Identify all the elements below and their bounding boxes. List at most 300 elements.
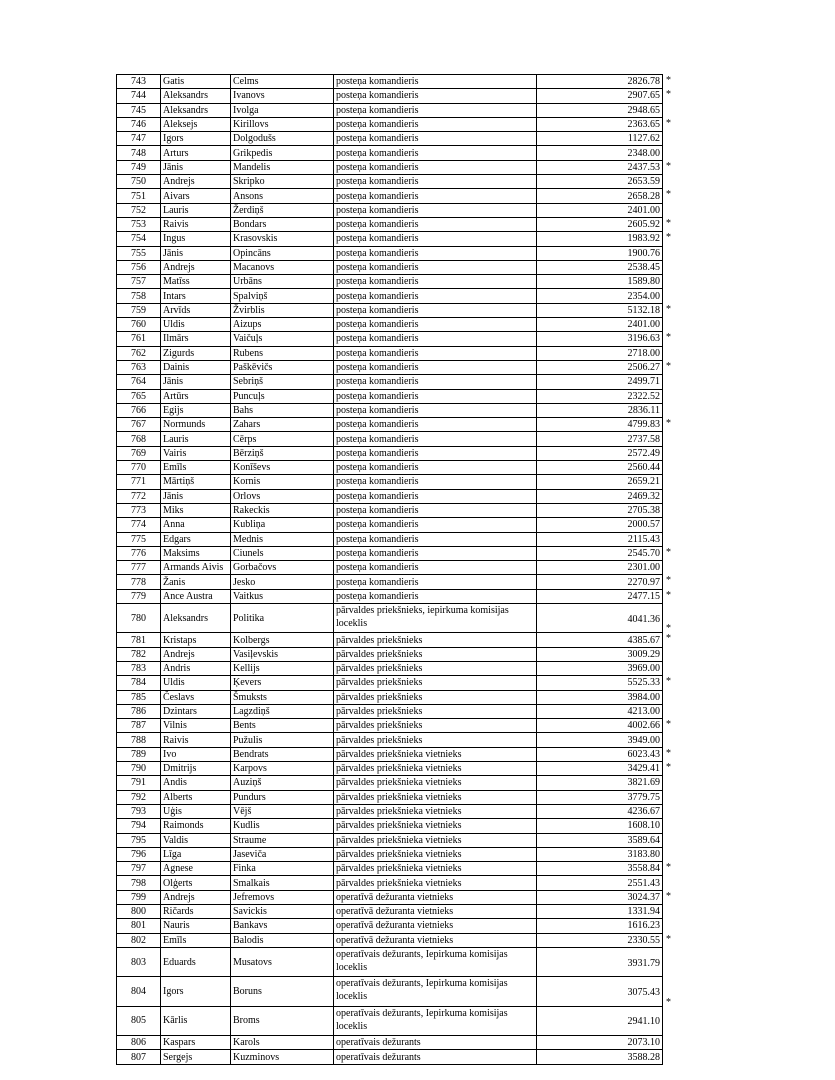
table-row xyxy=(117,160,663,174)
row-number: 795 xyxy=(117,833,161,847)
table-row xyxy=(117,690,663,704)
amount-cell xyxy=(537,947,663,976)
position: posteņa komandieris xyxy=(334,532,537,546)
amount-cell xyxy=(537,246,663,260)
amount-cell xyxy=(537,175,663,189)
position: posteņa komandieris xyxy=(334,360,537,374)
amount-value: 4213.00 xyxy=(627,706,660,717)
table-row xyxy=(117,461,663,475)
amount-cell xyxy=(537,389,663,403)
position: operatīvais dežurants xyxy=(334,1036,537,1050)
amount-cell xyxy=(537,461,663,475)
row-number: 758 xyxy=(117,289,161,303)
table-row xyxy=(117,790,663,804)
amount-cell xyxy=(537,360,671,374)
amount-cell xyxy=(537,819,663,833)
position: operatīvais dežurants, Iepirkuma komisijas loceklis xyxy=(334,947,537,976)
table-row xyxy=(117,733,663,747)
last-name: Žvirblis xyxy=(231,303,334,317)
last-name: Finka xyxy=(231,862,334,876)
last-name: Kolbergs xyxy=(231,633,334,647)
amount-cell xyxy=(537,676,671,690)
last-name: Lagzdiņš xyxy=(231,704,334,718)
amount-value: 3984.00 xyxy=(627,691,660,703)
first-name: Līga xyxy=(161,847,231,861)
row-number: 788 xyxy=(117,733,161,747)
table-row xyxy=(117,833,663,847)
amount-value: 1616.23 xyxy=(627,920,660,932)
amount-value: 3024.37 xyxy=(627,891,660,903)
position: posteņa komandieris xyxy=(334,575,537,589)
asterisk-mark: * xyxy=(666,633,671,645)
position: posteņa komandieris xyxy=(334,189,537,203)
asterisk-mark: * xyxy=(666,589,671,601)
asterisk-mark: * xyxy=(666,996,671,1008)
amount-value: 5525.33 xyxy=(627,677,660,689)
first-name: Jānis xyxy=(161,489,231,503)
table-row xyxy=(117,146,663,160)
table-row xyxy=(117,1036,663,1050)
position: posteņa komandieris xyxy=(334,546,537,560)
amount-value: 2354.00 xyxy=(627,290,660,302)
position: posteņa komandieris xyxy=(334,275,537,289)
row-number: 796 xyxy=(117,847,161,861)
table-row xyxy=(117,275,663,289)
table-row xyxy=(117,876,663,890)
row-number: 761 xyxy=(117,332,161,346)
position: posteņa komandieris xyxy=(334,561,537,575)
position: operatīvā dežuranta vietnieks xyxy=(334,905,537,919)
last-name: Musatovs xyxy=(231,947,334,976)
row-number: 763 xyxy=(117,360,161,374)
amount-cell xyxy=(537,260,663,274)
position: pārvaldes priekšnieks xyxy=(334,704,537,718)
amount-cell xyxy=(537,375,663,389)
first-name: Dainis xyxy=(161,360,231,374)
asterisk-mark: * xyxy=(666,575,671,587)
table-row xyxy=(117,704,663,718)
amount-cell xyxy=(537,647,663,661)
amount-cell xyxy=(537,189,671,203)
amount-cell xyxy=(537,217,671,231)
row-number: 779 xyxy=(117,589,161,603)
row-number: 804 xyxy=(117,977,161,1006)
first-name: Olģerts xyxy=(161,876,231,890)
position: posteņa komandieris xyxy=(334,318,537,332)
first-name: Igors xyxy=(161,132,231,146)
position: posteņa komandieris xyxy=(334,332,537,346)
first-name: Dmitrijs xyxy=(161,762,231,776)
first-name: Nauris xyxy=(161,919,231,933)
first-name: Aivars xyxy=(161,189,231,203)
first-name: Lauris xyxy=(161,432,231,446)
salary-table xyxy=(116,74,671,1065)
amount-cell xyxy=(537,346,663,360)
amount-cell xyxy=(537,117,671,131)
amount-cell xyxy=(537,876,663,890)
first-name: Jānis xyxy=(161,375,231,389)
last-name: Kellijs xyxy=(231,661,334,675)
row-number: 777 xyxy=(117,561,161,575)
position: pārvaldes priekšnieks xyxy=(334,690,537,704)
position: posteņa komandieris xyxy=(334,289,537,303)
first-name: Ilmārs xyxy=(161,332,231,346)
amount-value: 3196.63 xyxy=(627,333,660,345)
amount-value: 2659.21 xyxy=(627,476,660,488)
table-row xyxy=(117,933,663,947)
amount-cell xyxy=(537,762,671,776)
table-row xyxy=(117,719,663,733)
last-name: Spalviņš xyxy=(231,289,334,303)
table-row xyxy=(117,676,663,690)
table-row xyxy=(117,589,663,603)
first-name: Vairis xyxy=(161,446,231,460)
first-name: Ingus xyxy=(161,232,231,246)
amount-cell xyxy=(537,575,671,589)
table-row xyxy=(117,546,663,560)
row-number: 774 xyxy=(117,518,161,532)
amount-value: 3558.84 xyxy=(627,863,660,875)
last-name: Dolgodušs xyxy=(231,132,334,146)
amount-value: 2941.10 xyxy=(627,1016,660,1028)
first-name: Armands Aivis xyxy=(161,561,231,575)
row-number: 773 xyxy=(117,503,161,517)
amount-value: 2401.00 xyxy=(627,319,660,331)
first-name: Raivis xyxy=(161,217,231,231)
first-name: Ance Austra xyxy=(161,589,231,603)
position: pārvaldes priekšnieks xyxy=(334,661,537,675)
position: posteņa komandieris xyxy=(334,503,537,517)
position: pārvaldes priekšnieks xyxy=(334,676,537,690)
table-row xyxy=(117,919,663,933)
row-number: 792 xyxy=(117,790,161,804)
amount-value: 2348.00 xyxy=(627,147,660,159)
position: posteņa komandieris xyxy=(334,475,537,489)
position: pārvaldes priekšnieks xyxy=(334,733,537,747)
last-name: Bondars xyxy=(231,217,334,231)
table-body xyxy=(117,75,671,1065)
amount-cell xyxy=(537,518,663,532)
first-name: Emīls xyxy=(161,461,231,475)
row-number: 791 xyxy=(117,776,161,790)
last-name: Paškēvičs xyxy=(231,360,334,374)
asterisk-mark: * xyxy=(666,933,671,945)
amount-value: 2115.43 xyxy=(627,533,660,545)
row-number: 802 xyxy=(117,933,161,947)
first-name: Žanis xyxy=(161,575,231,589)
table-row xyxy=(117,819,663,833)
table-row xyxy=(117,318,663,332)
row-number: 753 xyxy=(117,217,161,231)
amount-value: 1127.62 xyxy=(627,133,660,145)
first-name: Andrejs xyxy=(161,890,231,904)
row-number: 764 xyxy=(117,375,161,389)
row-number: 781 xyxy=(117,633,161,647)
amount-value: 2653.59 xyxy=(627,176,660,188)
first-name: Alberts xyxy=(161,790,231,804)
amount-value: 2270.97 xyxy=(627,576,660,588)
last-name: Balodis xyxy=(231,933,334,947)
last-name: Bents xyxy=(231,719,334,733)
amount-value: 1983.92 xyxy=(627,233,660,245)
position: posteņa komandieris xyxy=(334,103,537,117)
amount-cell xyxy=(537,1006,663,1035)
last-name: Ivanovs xyxy=(231,89,334,103)
first-name: Ivo xyxy=(161,747,231,761)
amount-value: 3183.80 xyxy=(627,848,660,860)
position: pārvaldes priekšnieks, iepirkuma komisijas loceklis xyxy=(334,603,537,632)
first-name: Andis xyxy=(161,776,231,790)
amount-value: 4002.66 xyxy=(627,720,660,732)
first-name: Zigurds xyxy=(161,346,231,360)
row-number: 794 xyxy=(117,819,161,833)
position: pārvaldes priekšnieks xyxy=(334,647,537,661)
amount-value: 2363.65 xyxy=(627,119,660,131)
row-number: 799 xyxy=(117,890,161,904)
last-name: Kubliņa xyxy=(231,518,334,532)
amount-cell xyxy=(537,919,663,933)
table-row xyxy=(117,575,663,589)
first-name: Kaspars xyxy=(161,1036,231,1050)
amount-cell xyxy=(537,977,671,1008)
first-name: Dzintars xyxy=(161,704,231,718)
last-name: Bahs xyxy=(231,403,334,417)
amount-value: 2073.10 xyxy=(627,1037,660,1049)
table-row xyxy=(117,532,663,546)
row-number: 789 xyxy=(117,747,161,761)
table-row xyxy=(117,360,663,374)
table-row xyxy=(117,633,663,647)
asterisk-mark: * xyxy=(666,862,671,874)
first-name: Kristaps xyxy=(161,633,231,647)
table-row xyxy=(117,289,663,303)
amount-cell xyxy=(537,475,663,489)
first-name: Arturs xyxy=(161,146,231,160)
table-row xyxy=(117,890,663,904)
amount-value: 3969.00 xyxy=(627,663,660,675)
last-name: Kuzminovs xyxy=(231,1050,334,1064)
table-row xyxy=(117,75,663,89)
row-number: 778 xyxy=(117,575,161,589)
amount-cell xyxy=(537,103,663,117)
amount-value: 2826.78 xyxy=(627,76,660,88)
row-number: 780 xyxy=(117,603,161,632)
asterisk-mark: * xyxy=(666,546,671,558)
position: posteņa komandieris xyxy=(334,518,537,532)
position: pārvaldes priekšnieka vietnieks xyxy=(334,833,537,847)
asterisk-mark: * xyxy=(666,747,671,759)
position: posteņa komandieris xyxy=(334,246,537,260)
amount-cell xyxy=(537,489,663,503)
position: posteņa komandieris xyxy=(334,346,537,360)
amount-cell xyxy=(537,275,663,289)
table-row xyxy=(117,647,663,661)
last-name: Ciunels xyxy=(231,546,334,560)
first-name: Česlavs xyxy=(161,690,231,704)
table-row xyxy=(117,747,663,761)
position: posteņa komandieris xyxy=(334,146,537,160)
first-name: Edgars xyxy=(161,532,231,546)
amount-cell xyxy=(537,532,663,546)
first-name: Maksims xyxy=(161,546,231,560)
last-name: Karpovs xyxy=(231,762,334,776)
amount-cell xyxy=(537,546,671,560)
row-number: 760 xyxy=(117,318,161,332)
last-name: Auziņš xyxy=(231,776,334,790)
first-name: Raivis xyxy=(161,733,231,747)
row-number: 768 xyxy=(117,432,161,446)
last-name: Bērziņš xyxy=(231,446,334,460)
position: operatīvais dežurants xyxy=(334,1050,537,1064)
position: posteņa komandieris xyxy=(334,303,537,317)
table-row xyxy=(117,489,663,503)
position: posteņa komandieris xyxy=(334,389,537,403)
table-row xyxy=(117,389,663,403)
row-number: 803 xyxy=(117,947,161,976)
table-row xyxy=(117,232,663,246)
first-name: Uldis xyxy=(161,676,231,690)
last-name: Puncuļs xyxy=(231,389,334,403)
position: posteņa komandieris xyxy=(334,75,537,89)
amount-cell xyxy=(537,75,671,89)
amount-value: 3075.43 xyxy=(627,986,660,998)
table-row xyxy=(117,89,663,103)
last-name: Sebriņš xyxy=(231,375,334,389)
position: posteņa komandieris xyxy=(334,89,537,103)
amount-value: 2705.38 xyxy=(627,505,660,517)
amount-value: 3949.00 xyxy=(627,734,660,746)
position: posteņa komandieris xyxy=(334,418,537,432)
last-name: Opincāns xyxy=(231,246,334,260)
row-number: 769 xyxy=(117,446,161,460)
row-number: 759 xyxy=(117,303,161,317)
position: posteņa komandieris xyxy=(334,446,537,460)
table-row xyxy=(117,947,663,976)
position: posteņa komandieris xyxy=(334,232,537,246)
row-number: 752 xyxy=(117,203,161,217)
row-number: 746 xyxy=(117,117,161,131)
table-row xyxy=(117,260,663,274)
position: operatīvais dežurants, Iepirkuma komisijas loceklis xyxy=(334,1006,537,1035)
position: pārvaldes priekšnieks xyxy=(334,633,537,647)
asterisk-mark: * xyxy=(666,360,671,372)
amount-cell xyxy=(537,318,663,332)
amount-value: 4385.67 xyxy=(627,634,660,646)
amount-value: 2506.27 xyxy=(627,362,660,374)
first-name: Ričards xyxy=(161,905,231,919)
last-name: Orlovs xyxy=(231,489,334,503)
amount-value: 4236.67 xyxy=(627,806,660,818)
amount-value: 2538.45 xyxy=(627,262,660,273)
row-number: 755 xyxy=(117,246,161,260)
first-name: Andrejs xyxy=(161,647,231,661)
amount-cell xyxy=(537,833,663,847)
table-row xyxy=(117,603,663,632)
first-name: Kārlis xyxy=(161,1006,231,1035)
table-row xyxy=(117,332,663,346)
first-name: Intars xyxy=(161,289,231,303)
amount-value: 2469.32 xyxy=(627,490,660,502)
position: posteņa komandieris xyxy=(334,461,537,475)
first-name: Valdis xyxy=(161,833,231,847)
amount-cell xyxy=(537,847,663,861)
position: pārvaldes priekšnieks xyxy=(334,719,537,733)
last-name: Celms xyxy=(231,75,334,89)
last-name: Politika xyxy=(231,603,334,632)
asterisk-mark: * xyxy=(666,89,671,101)
amount-cell xyxy=(537,733,663,747)
row-number: 785 xyxy=(117,690,161,704)
table-row xyxy=(117,905,663,919)
amount-cell xyxy=(537,446,663,460)
amount-cell xyxy=(537,603,671,635)
amount-value: 1608.10 xyxy=(627,820,660,832)
amount-cell xyxy=(537,1036,663,1050)
last-name: Konīševs xyxy=(231,461,334,475)
row-number: 770 xyxy=(117,461,161,475)
amount-value: 2401.00 xyxy=(627,204,660,216)
position: posteņa komandieris xyxy=(334,375,537,389)
table-row xyxy=(117,847,663,861)
last-name: Pužulis xyxy=(231,733,334,747)
row-number: 771 xyxy=(117,475,161,489)
row-number: 806 xyxy=(117,1036,161,1050)
row-number: 775 xyxy=(117,532,161,546)
last-name: Karols xyxy=(231,1036,334,1050)
first-name: Mārtiņš xyxy=(161,475,231,489)
table-row xyxy=(117,246,663,260)
position: pārvaldes priekšnieka vietnieks xyxy=(334,790,537,804)
amount-cell xyxy=(537,933,671,947)
amount-value: 2477.15 xyxy=(627,590,660,602)
last-name: Savickis xyxy=(231,905,334,919)
amount-cell xyxy=(537,719,671,733)
row-number: 798 xyxy=(117,876,161,890)
last-name: Boruns xyxy=(231,977,334,1006)
amount-value: 5132.18 xyxy=(627,304,660,316)
position: posteņa komandieris xyxy=(334,175,537,189)
amount-cell xyxy=(537,89,671,103)
last-name: Mednis xyxy=(231,532,334,546)
row-number: 762 xyxy=(117,346,161,360)
position: posteņa komandieris xyxy=(334,203,537,217)
position: posteņa komandieris xyxy=(334,217,537,231)
last-name: Krasovskis xyxy=(231,232,334,246)
position: pārvaldes priekšnieka vietnieks xyxy=(334,804,537,818)
amount-value: 6023.43 xyxy=(627,748,660,760)
amount-value: 1589.80 xyxy=(627,276,660,288)
asterisk-mark: * xyxy=(666,719,671,731)
amount-value: 2560.44 xyxy=(627,462,660,474)
first-name: Andrejs xyxy=(161,175,231,189)
amount-value: 3931.79 xyxy=(627,957,660,969)
last-name: Mandelis xyxy=(231,160,334,174)
amount-cell xyxy=(537,661,663,675)
last-name: Kirillovs xyxy=(231,117,334,131)
first-name: Agnese xyxy=(161,862,231,876)
row-number: 744 xyxy=(117,89,161,103)
table-row xyxy=(117,518,663,532)
row-number: 754 xyxy=(117,232,161,246)
amount-value: 3821.69 xyxy=(627,777,660,789)
amount-value: 2737.58 xyxy=(627,433,660,445)
last-name: Gorbačovs xyxy=(231,561,334,575)
last-name: Straume xyxy=(231,833,334,847)
amount-value: 2718.00 xyxy=(627,347,660,359)
row-number: 797 xyxy=(117,862,161,876)
last-name: Urbāns xyxy=(231,275,334,289)
first-name: Igors xyxy=(161,977,231,1006)
